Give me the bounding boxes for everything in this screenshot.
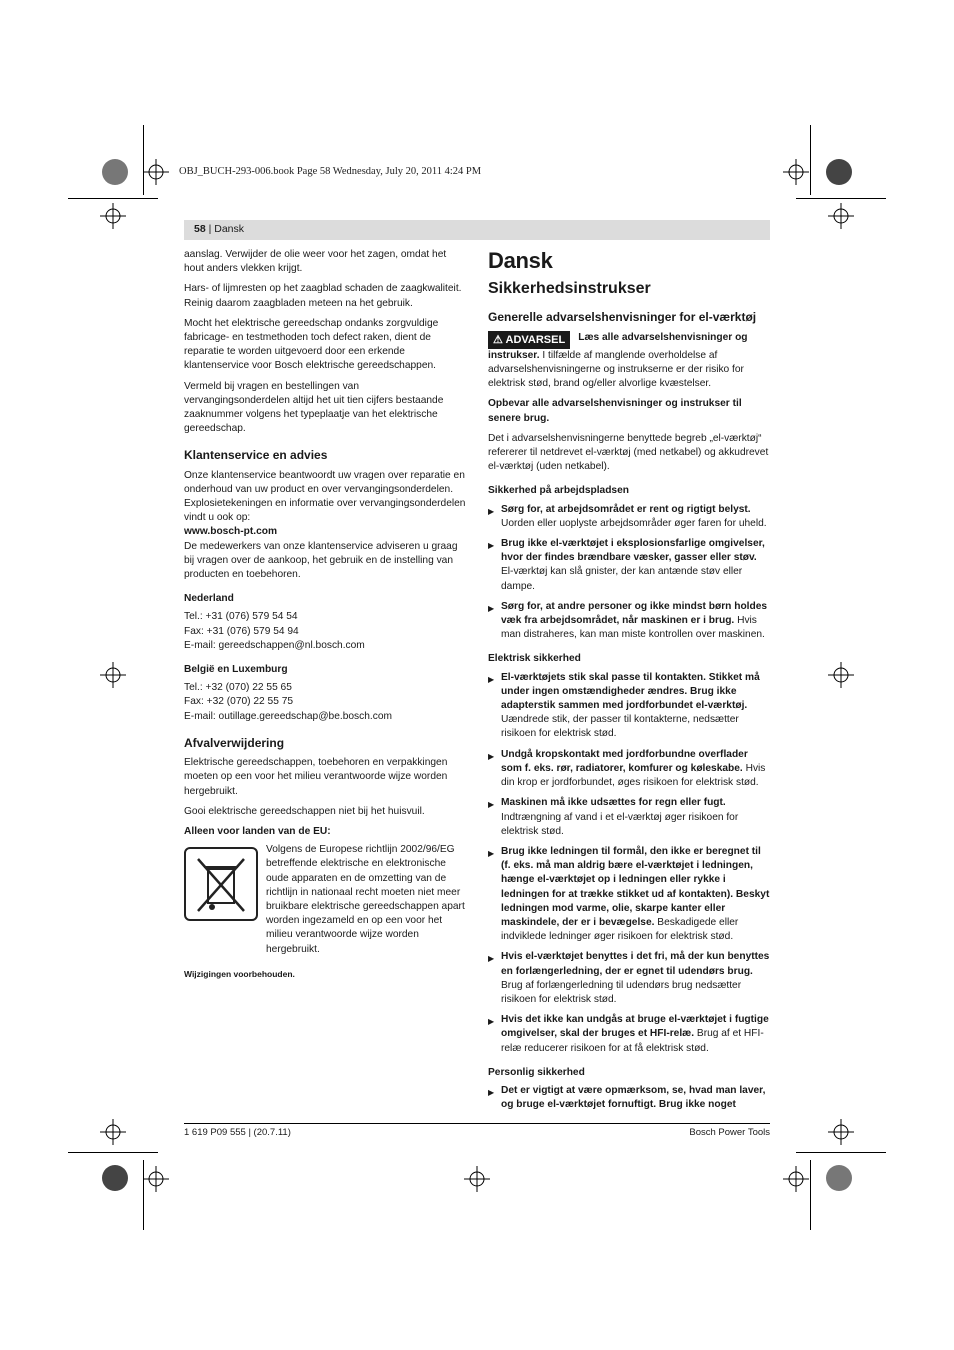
bullet-normal: Hvis din krop er jordforbundet, øges risikoen for elektrisk stød.: [501, 762, 766, 789]
be-tel: Tel.: +32 (070) 22 55 65: [184, 682, 292, 694]
crossed-bin-icon: [184, 847, 258, 921]
bullet-normal: El-værktøj kan slå gnister, der kan antænde støv eller dampe.: [501, 566, 743, 592]
bullet-bold: Det er vigtigt at være opmærksom, se, hvad man laver, og bruge el-værktøjet fornuftigt. Brug ikke noget: [501, 1084, 766, 1111]
bullet-triangle-icon: ▶: [488, 751, 495, 761]
service-url[interactable]: www.bosch-pt.com: [184, 526, 278, 538]
language-title: Dansk: [488, 248, 553, 273]
bullet-text: [501, 950, 770, 1007]
warning-bold: Læs alle advarselshenvisninger og instrukser.: [488, 331, 748, 361]
page-number: 58: [194, 223, 206, 235]
bullet-normal: Brug af et HFI-relæ reducerer risikoen for at få elektrisk stød.: [501, 1028, 764, 1054]
bullet-text: [501, 671, 770, 742]
electric-safety-heading: Elektrisk sikkerhed: [488, 653, 581, 665]
crop-mark: [796, 198, 886, 199]
bullet-triangle-icon: ▶: [488, 800, 495, 810]
page-header: [184, 220, 770, 240]
crop-mark: [68, 198, 158, 199]
eu-heading: Alleen voor landen van de EU:: [184, 825, 331, 837]
bullet-triangle-icon: ▶: [488, 1087, 495, 1097]
paragraph: Mocht het elektrische gereedschap ondanks zorgvuldige fabricage- en testmethoden toch defect raken, dient de reparatie te worden uitgevoerd door een erkende klantenservice voor Bosch elektrische gereedschappen.: [184, 317, 439, 372]
nl-mail[interactable]: E-mail: gereedschappen@nl.bosch.com: [184, 639, 365, 651]
bullet-item: [488, 671, 770, 742]
bullet-bold: Hvis det ikke kan undgås at bruge el-værktøjet i fugtige omgivelser, skal der bruges et HFI-relæ.: [501, 1014, 769, 1040]
footer-left: 1 619 P09 555 | (20.7.11): [184, 1127, 291, 1138]
bullet-bold: Sørg for, at andre personer og ikke mindst børn holdes væk fra arbejdsområdet, når maskinen er i brug.: [501, 600, 768, 627]
service-heading: Klantenservice en advies: [184, 448, 328, 463]
bullet-item: [488, 503, 770, 531]
bullet-normal: Uændrede stik, der passer til kontakterne, nedsætter risikoen for elektrisk stød.: [501, 714, 739, 740]
bullet-text: [501, 503, 770, 531]
term-paragraph: Det i advarselshenvisningerne benyttede begreb „el-værktøj“ refererer til netdrevet el-værktøj (med netkabel) og akkudrevet el-værktøj (uden netkabel).: [488, 432, 769, 473]
paragraph: Gooi elektrische gereedschappen niet bij het huisvuil.: [184, 805, 425, 817]
bullet-normal: Hvis man distraheres, kan man miste kontrollen over maskinen.: [501, 615, 765, 641]
bullet-bold: Maskinen må ikke udsættes for regn eller fugt.: [501, 797, 726, 809]
left-column: [184, 248, 466, 981]
registration-target-icon: [143, 159, 169, 185]
nl-heading: Nederland: [184, 593, 234, 605]
be-mail[interactable]: E-mail: outillage.gereedschap@be.bosch.com: [184, 710, 392, 722]
bullet-text: [501, 1084, 770, 1112]
bullet-item: [488, 537, 770, 594]
registration-target-icon: [783, 159, 809, 185]
footer-right: Bosch Power Tools: [689, 1127, 770, 1138]
personal-list: [488, 1084, 770, 1112]
paragraph: De medewerkers van onze klantenservice adviseren u graag bij vragen over de aankoop, het gebruik en de instelling van producten en toebehoren.: [184, 540, 458, 581]
right-column: [488, 248, 770, 1118]
bullet-text: [501, 537, 770, 594]
bullet-bold: Hvis el-værktøjet benyttes i det fri, må der kun benyttes en forlængerledning, der er egnet til udendørs brug.: [501, 951, 770, 977]
paragraph: Vermeld bij vragen en bestellingen van vervangingsonderdelen altijd het uit tien cijfers bestaande zaaknummer volgens het typeplaatje van het elektrische gereedschap.: [184, 380, 444, 435]
bullet-triangle-icon: ▶: [488, 674, 495, 684]
be-fax: Fax: +32 (070) 22 55 75: [184, 696, 294, 708]
page-header-text: 58 | Dansk: [194, 223, 245, 235]
bullet-item: [488, 1084, 770, 1112]
crop-mark: [68, 1152, 158, 1153]
header-section: Dansk: [214, 223, 245, 235]
registration-target-icon: [143, 1166, 169, 1192]
registration-disc: [102, 159, 128, 185]
paragraph: Onze klantenservice beantwoordt uw vragen over reparatie en onderhoud van uw product en over vervangingsonderdelen. Explosietekeningen en informatie over vervangingsonderdelen vindt u ook op:: [184, 469, 466, 524]
paragraph: Elektrische gereedschappen, toebehoren en verpakkingen moeten op een voor het milieu verantwoorde wijze worden hergebruikt.: [184, 757, 448, 797]
bullet-item: [488, 600, 770, 643]
work-safety-heading: Sikkerhed på arbejdspladsen: [488, 485, 629, 497]
registration-target-icon: [828, 203, 854, 229]
bullet-bold: Brug ikke el-værktøjet i eksplosionsfarlige omgivelser, hvor der findes brændbare væsker, gasser eller støv.: [501, 538, 765, 564]
keep-instructions: Opbevar alle advarselshenvisninger og instrukser til senere brug.: [488, 398, 742, 424]
registration-target-icon: [783, 1166, 809, 1192]
bullet-normal: Uorden eller uoplyste arbejdsområder øger faren for uheld.: [501, 517, 767, 529]
registration-target-icon: [828, 662, 854, 688]
footer-rule: [184, 1123, 770, 1124]
bullet-text: [501, 600, 770, 643]
registration-target-icon: [100, 662, 126, 688]
bullet-triangle-icon: ▶: [488, 541, 495, 551]
nl-fax: Fax: +31 (076) 579 54 94: [184, 625, 299, 637]
bullet-item: [488, 796, 770, 839]
paragraph: Hars- of lijmresten op het zaagblad schaden de zaagkwaliteit. Reinig daarom zaagbladen meteen na het gebruik.: [184, 283, 462, 309]
warning-text: I tilfælde af manglende overholdelse af advarselshenvisningerne og instrukserne er der risiko for elektrisk stød, brand og/eller alvorlige kvæstelser.: [488, 349, 744, 390]
registration-disc: [826, 1165, 852, 1191]
warning-paragraph: [488, 331, 770, 392]
warning-label: ADVARSEL: [505, 333, 566, 346]
be-heading: België en Luxemburg: [184, 664, 288, 676]
safety-title: Sikkerhedsinstrukser: [488, 280, 651, 298]
bullet-text: [501, 1013, 770, 1056]
paragraph: aanslag. Verwijder de olie weer voor het zagen, omdat het hout anders vlekken krijgt.: [184, 249, 447, 275]
bullet-triangle-icon: ▶: [488, 506, 495, 516]
waste-heading: Afvalverwijdering: [184, 735, 285, 750]
personal-safety-heading: Personlig sikkerhed: [488, 1066, 585, 1078]
bullet-text: [501, 748, 770, 791]
registration-target-icon: [464, 1166, 490, 1192]
bullet-bold: El-værktøjets stik skal passe til kontakten. Stikket må under ingen omstændigheder ændres. Brug ikke adapterstik sammen med jordforbundet el-værktøj.: [501, 671, 760, 712]
bullet-item: [488, 1013, 770, 1056]
crop-mark: [796, 1152, 886, 1153]
bullet-item: [488, 950, 770, 1007]
eu-directive-text: Volgens de Europese richtlijn 2002/96/EG betreffende elektrische en elektronische oude apparaten en de omzetting van de richtlijn in nationaal recht moeten niet meer bruikbare elektrische gereedschappen apart worden ingezameld en op een voor het milieu verantwoorde wijze worden hergebruikt.: [266, 844, 465, 955]
bullet-triangle-icon: ▶: [488, 848, 495, 858]
bullet-item: [488, 845, 770, 944]
bullet-bold: Brug ikke ledningen til formål, den ikke er beregnet til (f. eks. må man aldrig bære el-værktøjet i ledningen, hænge el-værktøjet op i ledningen eller rykke i ledningen for at trække stikket ud af kontakten). Beskyt ledningen mod varme, olie, skarpe kanter eller maskindele, der er i bevægelse.: [501, 845, 770, 928]
registration-target-icon: [828, 1119, 854, 1145]
bullet-triangle-icon: ▶: [488, 954, 495, 964]
crop-mark: [810, 1160, 811, 1230]
registration-disc: [826, 159, 852, 185]
weee-block: [184, 843, 466, 957]
bullet-normal: Beskadigede eller indviklede ledninger øger risikoen for elektrisk stød.: [501, 916, 739, 943]
bullet-triangle-icon: ▶: [488, 1017, 495, 1027]
work-list: [488, 503, 770, 643]
registration-target-icon: [100, 203, 126, 229]
bullet-bold: Sørg for, at arbejdsområdet er rent og rigtigt belyst.: [501, 503, 751, 515]
bullet-normal: Indtrængning af vand i et el-værktøj øger risikoen for elektrisk stød.: [501, 811, 739, 837]
bullet-text: [501, 796, 770, 839]
crop-mark: [810, 125, 811, 195]
nl-tel: Tel.: +31 (076) 579 54 54: [184, 611, 298, 623]
electric-list: [488, 671, 770, 1056]
print-slug: OBJ_BUCH-293-006.book Page 58 Wednesday, July 20, 2011 4:24 PM: [179, 166, 482, 177]
registration-target-icon: [100, 1119, 126, 1145]
bullet-bold: Undgå kropskontakt med jordforbundne overflader som f. eks. rør, radiatorer, komfurer og køleskabe.: [501, 748, 748, 774]
registration-disc: [102, 1165, 128, 1191]
bullet-triangle-icon: ▶: [488, 603, 495, 613]
bullet-text: [501, 845, 770, 944]
warning-badge: ⚠ ADVARSEL: [488, 331, 570, 349]
bullet-normal: Brug af forlængerledning til udendørs brug nedsætter risikoen for elektrisk stød.: [501, 979, 742, 1005]
changes-note: Wijzigingen voorbehouden.: [184, 968, 295, 979]
general-warnings-title: Generelle advarselshenvisninger for el-værktøj: [488, 310, 757, 325]
bullet-item: [488, 748, 770, 791]
